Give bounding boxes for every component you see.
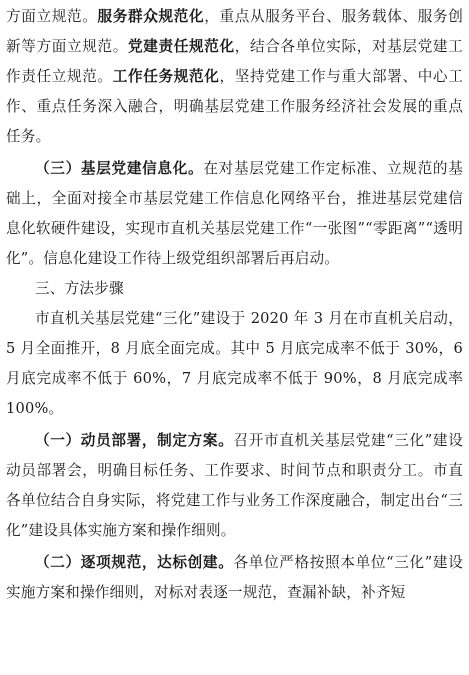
paragraph-mobilization (6, 426, 463, 546)
paragraph-schedule (6, 304, 463, 424)
subsection-heading-2: （二）逐项规范，达标创建。 (35, 554, 234, 571)
section-heading-3: （三）基层党建信息化。 (35, 160, 204, 177)
paragraph-text: ，结合各单位实际，对基层党建工作责任立规范。 (6, 38, 463, 85)
paragraph-standardization-steps (6, 548, 463, 608)
paragraph-informatization (6, 154, 463, 274)
bold-term-service: 服务群众规范化 (97, 8, 205, 25)
paragraph-text: ，重点从服务平台、服务载体、服务创新等方面立规范。 (6, 8, 464, 55)
paragraph-service-standardization (6, 2, 463, 152)
bold-term-tasks: 工作任务规范化 (112, 68, 220, 85)
paragraph-text: 市直机关基层党建“三化”建设于 2020 年 3 月在市直机关启动，5 月全面推开，8 月底全面完成。其中 5 月底完成率不低于 30%，6 月底完成率不低于 60%，7 月底完成率不低于 90%，8 月底完成率 100%。 (6, 310, 463, 417)
subsection-heading-1: （一）动员部署，制定方案。 (35, 432, 234, 449)
section-heading-methods: 三、方法步骤 (35, 280, 124, 297)
paragraph-text: 各单位严格按照本单位“三化”建设实施方案和操作细则，对标对表逐一规范，查漏补缺，补齐短 (6, 554, 463, 601)
paragraph-text: 在对基层党建工作定标准、立规范的基础上，全面对接全市基层党建工作信息化网络平台，推进基层党建信息化软硬件建设，实现市直机关基层党建工作“一张图”“零距离”“透明化”。信息化建设工作待上级党组织部署后再启动。 (6, 160, 463, 267)
paragraph-text: 召开市直机关基层党建“三化”建设动员部署会，明确目标任务、工作要求、时间节点和职责分工。市直各单位结合自身实际，将党建工作与业务工作深度融合，制定出台“三化”建设具体实施方案和操作细则。 (6, 432, 463, 539)
paragraph-text: ，坚持党建工作与重大部署、中心工作、重点任务深入融合，明确基层党建工作服务经济社会发展的重点任务。 (6, 68, 464, 145)
paragraph-text: 方面立规范。 (6, 8, 98, 25)
bold-term-responsibility: 党建责任规范化 (127, 38, 235, 55)
